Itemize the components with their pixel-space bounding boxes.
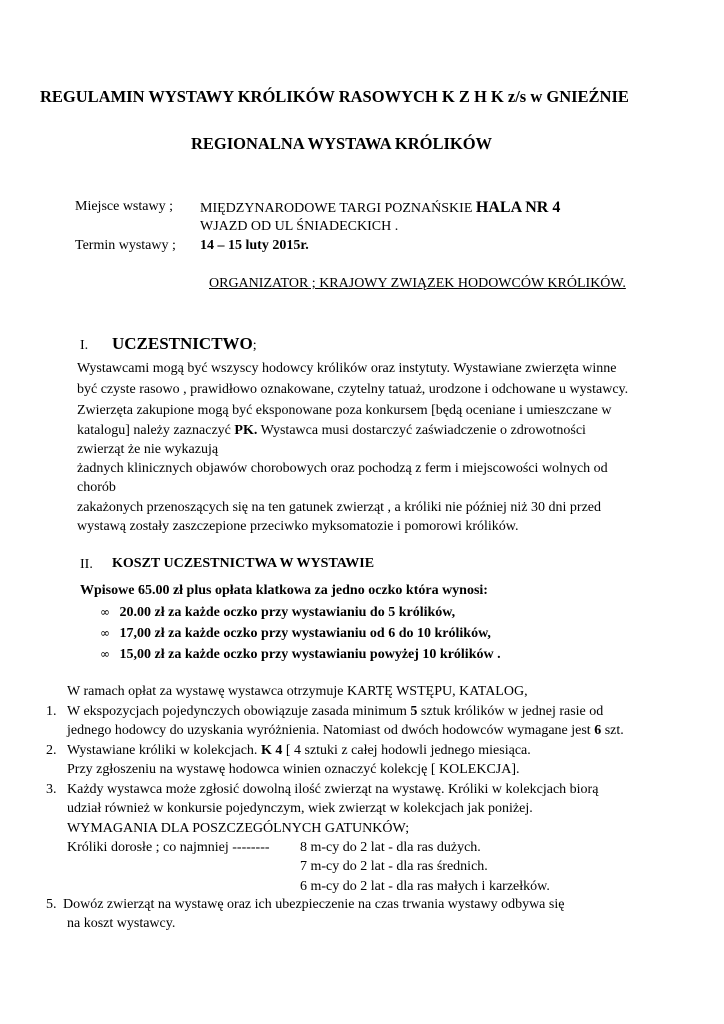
rule3-adult-label: Króliki dorosłe ; co najmniej -------- (67, 840, 270, 855)
rule2-text-a: Wystawiane króliki w kolekcjach. (67, 743, 258, 758)
section1-line7: chorób (77, 480, 116, 495)
section1-line5: zwierząt że nie wykazują (77, 442, 219, 457)
section1-line4-a: katalogu] należy zaznaczyć (77, 423, 231, 438)
fee-bullet-3 (100, 647, 501, 663)
rule2-line2: Przy zgłoszeniu na wystawę hodowca winien oznaczyć kolekcję [ KOLEKCJA]. (67, 762, 520, 777)
rule2-line1 (67, 743, 531, 759)
fee-bullet-text: 15,00 zł za każde oczko przy wystawianiu powyżej 10 królików . (119, 647, 501, 662)
rule5-line1: Dowóz zwierząt na wystawę oraz ich ubezpieczenie na czas trwania wystawy odbywa się (63, 897, 565, 912)
rule5-number: 5. (46, 897, 57, 912)
place-value (200, 199, 560, 217)
section1-line4 (77, 423, 586, 439)
section1-line1: Wystawcami mogą być wszyscy hodowcy królików oraz instytuty. Wystawiane zwierzęta winne (77, 361, 617, 376)
place-label: Miejsce wstawy ; (75, 199, 173, 214)
rule1-text-end: szt. (604, 723, 624, 738)
rule1-text-c: jednego hodowcy do uzyskania wyróżnienia. Natomiast od dwóch hodowców wymagane jest (67, 723, 591, 738)
fee-bullet-text: 17,00 zł za każde oczko przy wystawianiu od 6 do 10 królików, (119, 626, 491, 641)
section1-line3: Zwierzęta zakupione mogą być eksponowane poza konkursem [będą oceniane i umieszczane w (77, 403, 612, 418)
section1-pk: PK. (234, 423, 258, 438)
rule3-large-breeds: 8 m-cy do 2 lat - dla ras dużych. (300, 840, 481, 855)
section1-line2: być czyste rasowo , prawidłowo oznakowane, czytelny tatuaż, urodzone i odchowane u wystawcy. (77, 382, 629, 397)
rule1-min-5: 5 (410, 704, 418, 719)
section1-line4-c: Wystawca musi dostarczyć zaświadczenie o zdrowotności (260, 423, 586, 438)
section2-heading: KOSZT UCZESTNICTWA W WYSTAWIE (112, 556, 375, 571)
page-title: REGULAMIN WYSTAWY KRÓLIKÓW RASOWYCH K Z H K z/s w GNIEŹNIE (40, 87, 629, 106)
page-subtitle: REGIONALNA WYSTAWA KRÓLIKÓW (191, 134, 493, 153)
rule2-k4: K 4 (260, 743, 283, 758)
section1-line6: żadnych klinicznych objawów chorobowych oraz pochodzą z ferm i miejscowości wolnych od (77, 461, 608, 476)
fee-line: Wpisowe 65.00 zł plus opłata klatkowa za jedno oczko która wynosi: (80, 583, 488, 598)
place-hall: HALA NR 4 (475, 199, 561, 216)
rule1-line2 (67, 723, 624, 739)
rule1-number: 1. (46, 704, 57, 719)
place-name: MIĘDZYNARODOWE TARGI POZNAŃSKIE (200, 201, 473, 216)
section1-heading-text: UCZESTNICTWO (112, 334, 253, 353)
infinity-icon: ∞ (100, 605, 110, 619)
rules-intro: W ramach opłat za wystawę wystawca otrzymuje KARTĘ WSTĘPU, KATALOG, (67, 684, 528, 699)
section1-number: I. (80, 338, 89, 353)
rule3-medium-breeds: 7 m-cy do 2 lat - dla ras średnich. (300, 859, 488, 874)
fee-bullet-1 (100, 605, 455, 621)
rule2-text-b: [ 4 sztuki z całej hodowli jednego miesiąca. (285, 743, 531, 758)
section1-line9: wystawą zostały zaszczepione przeciwko myksomatozie i pomorowi królików. (77, 519, 519, 534)
rule1-line1 (67, 704, 603, 720)
fee-bullet-2 (100, 626, 491, 642)
rule5-line2: na koszt wystawcy. (67, 916, 176, 931)
infinity-icon: ∞ (100, 647, 110, 661)
section2-number: II. (80, 557, 93, 572)
rule3-line1: Każdy wystawca może zgłosić dowolną ilość zwierząt na wystawę. Króliki w kolekcjach biorą (67, 782, 599, 797)
rule3-small-breeds: 6 m-cy do 2 lat - dla ras małych i karzełków. (300, 879, 550, 894)
fee-bullet-text: 20.00 zł za każde oczko przy wystawianiu do 5 królików, (119, 605, 456, 620)
organizer: ORGANIZATOR ; KRAJOWY ZWIĄZEK HODOWCÓW KRÓLIKÓW. (209, 276, 626, 291)
section1-line8: zakażonych przenoszących się na ten gatunek zwierząt , a króliki nie później niż 30 dni przed (77, 500, 601, 515)
date-value: 14 – 15 luty 2015r. (200, 238, 309, 253)
section1-heading (112, 334, 257, 354)
place-entrance: WJAZD OD UL ŚNIADECKICH . (200, 219, 399, 234)
rule1-min-6: 6 (594, 723, 602, 738)
rule1-text-b: sztuk królików w jednej rasie od (420, 704, 604, 719)
section1-heading-suffix: ; (252, 338, 257, 353)
rule2-number: 2. (46, 743, 57, 758)
rule3-number: 3. (46, 782, 57, 797)
rule1-text-a: W ekspozycjach pojedynczych obowiązuje zasada minimum (67, 704, 407, 719)
date-label: Termin wystawy ; (75, 238, 176, 253)
rule3-line2: udział również w konkursie pojedynczym, wiek zwierząt w kolekcjach jak poniżej. (67, 801, 533, 816)
rule3-requirements-heading: WYMAGANIA DLA POSZCZEGÓLNYCH GATUNKÓW; (67, 821, 410, 836)
infinity-icon: ∞ (100, 626, 110, 640)
